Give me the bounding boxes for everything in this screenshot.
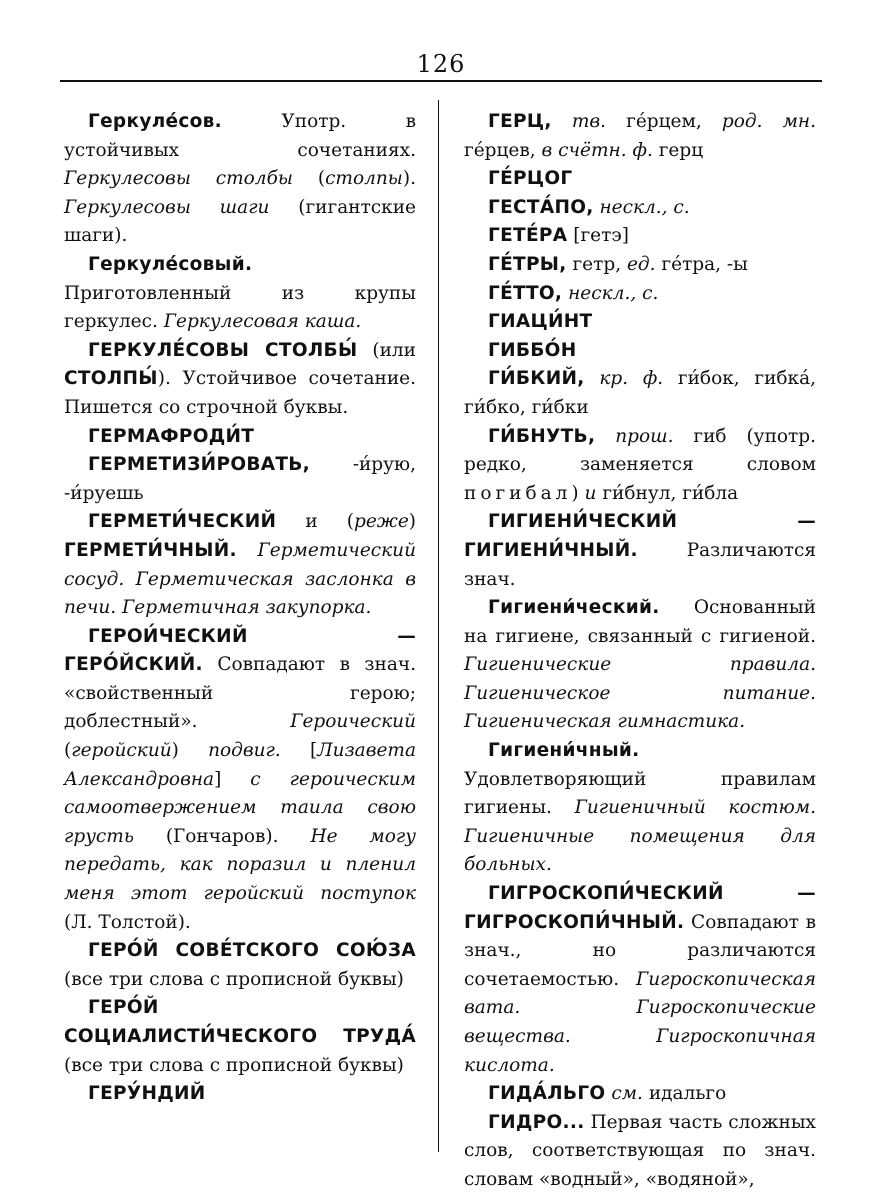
entry-text: ги́бнул, ги́бла xyxy=(596,482,739,504)
entry-text: ) xyxy=(408,511,416,533)
entry-text: Первая часть сложных слов, соответствующая по знач. словам «водный», «водяной», xyxy=(464,1111,816,1190)
entry-text: ( xyxy=(292,168,326,190)
entry-example: род. мн. xyxy=(721,111,816,132)
entry-text: ги́бок, гибка́, ги́бко, ги́бки xyxy=(464,368,817,418)
entry-example: в счётн. ф. xyxy=(541,139,653,161)
dictionary-entry xyxy=(64,251,416,337)
entry-example: нескл., с. xyxy=(568,282,659,304)
entry-headword: ГЕРЦ, xyxy=(488,111,552,132)
entry-headword: ГЕРО́Й СОЦИАЛИСТИ́ЧЕСКОГО ТРУДА́ xyxy=(64,997,416,1047)
entry-example: Гигроскопическая вата. Гигроскопические вещества. Гигроскопичная кислота. xyxy=(464,968,816,1076)
entry-text: (все три слова с прописной буквы) xyxy=(64,968,404,990)
right-column xyxy=(464,108,816,1195)
entry-example: Лизавета Александровна xyxy=(64,740,416,790)
entry-example: Гигиеничный костюм. Гигиеничные помещения для больных. xyxy=(464,797,816,876)
entry-text xyxy=(595,426,615,447)
entry-text: Совпадают в знач. «свойственный герою; доблестный». xyxy=(64,654,416,733)
dictionary-entry xyxy=(464,108,816,165)
entry-example: и xyxy=(584,482,597,504)
entry-example: Герметический сосуд. Герметическая заслонка в печи. Герметичная закупорка. xyxy=(64,539,416,619)
entry-headword: ГИАЦИ́НТ xyxy=(488,311,593,333)
entry-example: тв. xyxy=(571,111,607,132)
entry-headword: ГИ́БНУТЬ, xyxy=(488,425,596,447)
entry-headword: ГИ́БКИЙ, xyxy=(488,368,585,390)
dictionary-entry xyxy=(64,508,416,622)
entry-text: (Гончаров). xyxy=(133,825,311,847)
entry-text: ге́рцем, xyxy=(606,111,722,132)
entry-text: (гигантские шаги). xyxy=(64,196,416,247)
dictionary-entry xyxy=(464,508,816,594)
entry-text: (Л. Толстой). xyxy=(64,911,191,933)
column-divider xyxy=(438,100,439,1152)
entry-example: Геркулесовая каша. xyxy=(163,311,362,333)
entry-headword: ГЕ́РЦОГ xyxy=(488,168,573,190)
dictionary-entry xyxy=(64,337,416,423)
entry-headword: ГЕ́ТТО, xyxy=(488,282,563,304)
entry-headword: ГИГРОСКОПИ́ЧЕСКИЙ — ГИГРОСКОПИ́ЧНЫЙ. xyxy=(464,883,816,933)
entry-text: ] xyxy=(214,768,251,790)
entry-example: прош. xyxy=(615,425,674,447)
entry-headword: ГЕРОИ́ЧЕСКИЙ — ГЕРО́ЙСКИЙ. xyxy=(64,625,416,676)
dictionary-entry xyxy=(464,308,816,337)
entry-text: Приготовленный из крупы геркулес. xyxy=(64,282,416,333)
entry-headword: ГЕРМЕТИЗИ́РОВАТЬ, xyxy=(88,454,311,476)
dictionary-entry xyxy=(464,880,816,1080)
entry-example: Геркулесовы шаги xyxy=(64,196,270,218)
dictionary-entry xyxy=(464,594,816,737)
entry-headword: Гигиени́ческий. xyxy=(488,597,660,619)
entry-text xyxy=(585,368,600,389)
entry-example: нескл., с. xyxy=(599,196,690,218)
dictionary-entry xyxy=(464,251,816,280)
entry-example: ед. xyxy=(626,253,656,275)
entry-headword: ГЕ́ТРЫ, xyxy=(488,253,567,275)
dictionary-entry xyxy=(464,337,816,366)
dictionary-entry xyxy=(64,451,416,508)
entry-text: гиб (употр. редко, заменяется словом xyxy=(464,425,816,476)
entry-text: ). Устойчивое сочетание. Пишется со строчной буквы. xyxy=(64,368,416,418)
entry-text: ) xyxy=(171,740,209,762)
entry-example: Героический xyxy=(290,711,416,733)
entry-headword: ГЕРМЕТИ́ЧЕСКИЙ xyxy=(88,511,277,533)
entry-text: ) xyxy=(571,482,585,504)
entry-headword: ГИГИЕНИ́ЧЕСКИЙ — ГИГИЕНИ́ЧНЫЙ. xyxy=(464,511,816,561)
dictionary-entry xyxy=(64,1080,416,1109)
entry-example: Геркулесовы столбы xyxy=(64,168,293,190)
entry-example: Не могу передать, как поразил и пленил меня этот геройский поступок xyxy=(64,825,416,905)
entry-text: гетр, xyxy=(566,253,627,275)
entry-text: ге́тра, -ы xyxy=(655,253,748,275)
entry-text: Основанный на гигиене, связанный с гигиеной. xyxy=(464,597,816,647)
page-number: 126 xyxy=(416,50,466,78)
dictionary-entry xyxy=(464,280,816,309)
entry-headword: ГЕРУ́НДИЙ xyxy=(88,1083,206,1105)
header-rule xyxy=(60,80,822,82)
entry-headword: ГЕРМАФРОДИ́Т xyxy=(88,425,255,447)
entry-text: [гетэ] xyxy=(567,225,629,247)
entry-text: Удовлетворяющий правилам гигиены. xyxy=(464,768,816,819)
entry-headword: ГИББО́Н xyxy=(488,339,577,361)
entry-text xyxy=(552,111,572,132)
dictionary-entry xyxy=(464,423,816,509)
entry-text: идальго xyxy=(642,1083,727,1105)
entry-example: кр. ф. xyxy=(599,368,664,390)
dictionary-entry xyxy=(464,1109,816,1195)
entry-example: подвиг. xyxy=(208,740,281,762)
entry-headword: Геркуле́сов. xyxy=(88,111,223,132)
entry-headword: СТОЛПЫ́ xyxy=(64,368,158,390)
entry-text: [ xyxy=(280,740,318,762)
entry-headword: ГЕРО́Й СОВЕ́ТСКОГО СОЮ́ЗА xyxy=(88,940,416,962)
entry-example: столпы xyxy=(325,168,403,190)
entry-text: Употр. в устойчивых сочетаниях. xyxy=(64,111,416,161)
entry-example: реже xyxy=(354,511,409,533)
entry-text: герц xyxy=(652,139,704,161)
left-column xyxy=(64,108,416,1109)
entry-text: (или xyxy=(357,339,416,361)
entry-text: ге́рцев, xyxy=(464,139,542,161)
entry-example: см. xyxy=(611,1083,643,1105)
dictionary-entry xyxy=(64,423,416,452)
entry-text: (все три слова с прописной буквы) xyxy=(64,1054,404,1076)
entry-example: Гигиенические правила. Гигиеническое питание. Гигиеническая гимнастика. xyxy=(464,654,816,733)
dictionary-entry xyxy=(464,194,816,223)
entry-headword: Геркуле́совый. xyxy=(88,253,253,275)
entry-headword: ГЕСТА́ПО, xyxy=(488,196,594,218)
entry-headword: ГИДА́ЛЬГО xyxy=(488,1083,606,1105)
dictionary-entry xyxy=(464,222,816,251)
entry-headword: ГИДРО... xyxy=(488,1111,585,1133)
entry-text: Различаются знач. xyxy=(464,539,816,590)
entry-example: геройский xyxy=(71,740,172,762)
dictionary-entry xyxy=(64,937,416,994)
entry-headword: ГЕТЕ́РА xyxy=(488,225,568,247)
entry-text: ( xyxy=(64,740,72,762)
dictionary-entry xyxy=(64,994,416,1080)
dictionary-entry xyxy=(64,108,416,251)
entry-text: и ( xyxy=(276,511,354,533)
dictionary-entry xyxy=(464,165,816,194)
dictionary-entry xyxy=(64,623,416,938)
entry-headword: Гигиени́чный. xyxy=(488,740,640,762)
entry-headword: ГЕРМЕТИ́ЧНЫЙ. xyxy=(64,539,237,561)
entry-text: ). xyxy=(402,168,416,190)
dictionary-entry xyxy=(464,1080,816,1109)
dictionary-entry xyxy=(464,737,816,880)
entry-example: с героическим самоотвержением таила свою грусть xyxy=(64,768,416,847)
dictionary-entry xyxy=(464,365,816,422)
entry-text: -и́рую, -и́руешь xyxy=(64,454,416,504)
entry-headword: ГЕРКУЛЕ́СОВЫ СТОЛБЫ́ xyxy=(88,339,358,361)
entry-text: Совпадают в знач., но различаются сочетаемостью. xyxy=(464,911,816,990)
entry-text: погибал xyxy=(464,482,572,504)
